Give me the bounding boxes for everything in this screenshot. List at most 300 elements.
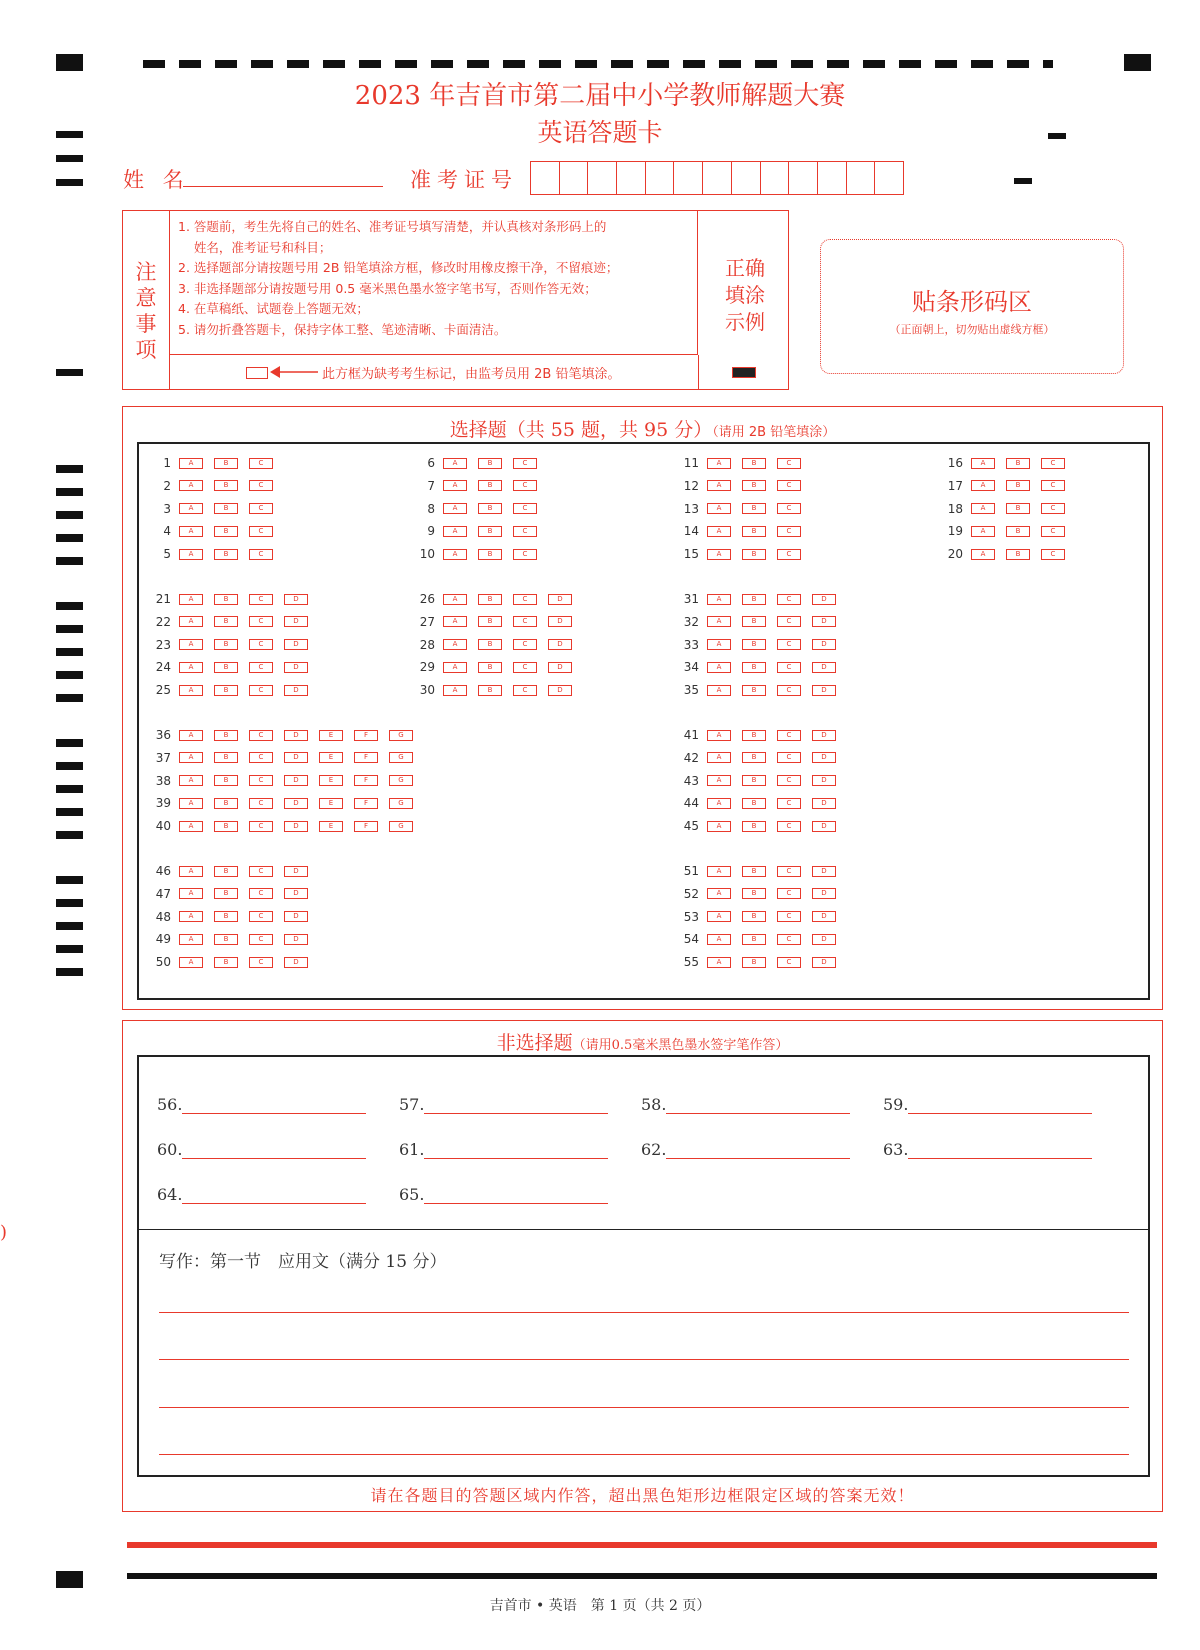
option-bubble-c[interactable]: C	[513, 480, 537, 491]
option-bubble-a[interactable]: A	[179, 866, 203, 877]
question-number: 39	[155, 796, 171, 811]
option-bubble-a[interactable]: A	[707, 888, 731, 899]
option-bubble-d[interactable]: D	[284, 821, 308, 832]
blank-answer-line[interactable]	[182, 1097, 366, 1114]
option-bubble-a[interactable]: A	[179, 616, 203, 627]
option-bubble-f[interactable]: F	[354, 775, 378, 786]
option-bubble-c[interactable]: C	[777, 798, 801, 809]
option-bubble-c[interactable]: C	[777, 957, 801, 968]
question-row	[667, 683, 847, 697]
timing-mark	[56, 922, 83, 930]
option-bubble-a[interactable]: A	[971, 458, 995, 469]
question-number: 8	[427, 501, 435, 516]
name-field[interactable]	[183, 166, 383, 187]
option-bubble-a[interactable]: A	[443, 480, 467, 491]
option-bubble-a[interactable]: A	[707, 911, 731, 922]
blank-answer-line[interactable]	[666, 1097, 850, 1114]
option-bubble-b[interactable]: B	[214, 821, 238, 832]
option-bubble-b[interactable]: B	[478, 549, 502, 560]
option-bubble-e[interactable]: E	[319, 798, 343, 809]
option-bubble-b[interactable]: B	[742, 866, 766, 877]
option-bubble-c[interactable]: C	[513, 458, 537, 469]
option-bubble-c[interactable]: C	[777, 775, 801, 786]
writing-line[interactable]	[159, 1407, 1129, 1408]
option-bubble-d[interactable]: D	[812, 957, 836, 968]
option-bubble-c[interactable]: C	[777, 866, 801, 877]
option-bubble-b[interactable]: B	[214, 752, 238, 763]
option-bubble-c[interactable]: C	[1041, 458, 1065, 469]
option-bubble-a[interactable]: A	[179, 821, 203, 832]
option-bubble-b[interactable]: B	[478, 480, 502, 491]
option-bubble-c[interactable]: C	[513, 616, 537, 627]
option-bubble-d[interactable]: D	[548, 662, 572, 673]
option-bubble-b[interactable]: B	[214, 934, 238, 945]
option-bubble-c[interactable]: C	[249, 526, 273, 537]
option-bubble-b[interactable]: B	[742, 798, 766, 809]
section-divider	[139, 1229, 1148, 1230]
notice-rule: 1. 答题前，考生先将自己的姓名、准考证号填写清楚，并认真核对条形码上的	[178, 219, 607, 234]
option-bubble-c[interactable]: C	[249, 957, 273, 968]
option-bubble-b[interactable]: B	[214, 957, 238, 968]
question-row	[931, 479, 1076, 493]
option-bubble-b[interactable]: B	[214, 866, 238, 877]
option-bubble-a[interactable]: A	[707, 503, 731, 514]
option-bubble-a[interactable]: A	[179, 934, 203, 945]
option-bubble-d[interactable]: D	[812, 639, 836, 650]
option-bubble-a[interactable]: A	[707, 730, 731, 741]
option-bubble-b[interactable]: B	[478, 526, 502, 537]
blank-answer-line[interactable]	[666, 1142, 850, 1159]
question-number: 31	[683, 592, 699, 606]
option-bubble-b[interactable]: B	[214, 616, 238, 627]
option-bubble-c[interactable]: C	[1041, 549, 1065, 560]
option-bubble-b[interactable]: B	[478, 458, 502, 469]
option-bubble-b[interactable]: B	[742, 730, 766, 741]
option-bubble-c[interactable]: C	[249, 458, 273, 469]
option-bubble-a[interactable]: A	[443, 549, 467, 560]
option-bubble-c[interactable]: C	[249, 594, 273, 605]
option-bubble-a[interactable]: A	[707, 866, 731, 877]
option-bubble-b[interactable]: B	[478, 662, 502, 673]
option-bubble-c[interactable]: C	[777, 821, 801, 832]
option-bubble-a[interactable]: A	[707, 934, 731, 945]
option-bubble-a[interactable]: A	[179, 526, 203, 537]
option-bubble-d[interactable]: D	[284, 866, 308, 877]
question-row	[931, 524, 1076, 538]
option-bubble-a[interactable]: A	[707, 957, 731, 968]
blank-answer-line[interactable]	[182, 1187, 366, 1204]
question-row	[667, 502, 812, 516]
question-number: 45	[683, 819, 699, 834]
option-bubble-a[interactable]: A	[707, 594, 731, 605]
option-bubble-a[interactable]: A	[179, 549, 203, 560]
question-row	[403, 547, 548, 561]
option-bubble-b[interactable]: B	[214, 549, 238, 560]
blank-answer-line[interactable]	[424, 1187, 608, 1204]
exam-id-digit-box[interactable]	[588, 162, 617, 194]
option-bubble-d[interactable]: D	[812, 821, 836, 832]
blank-number: 63.	[883, 1140, 909, 1159]
option-bubble-b[interactable]: B	[214, 458, 238, 469]
option-bubble-d[interactable]: D	[548, 639, 572, 650]
option-bubble-b[interactable]: B	[742, 594, 766, 605]
option-bubble-e[interactable]: E	[319, 752, 343, 763]
option-bubble-b[interactable]: B	[214, 639, 238, 650]
question-row	[139, 683, 319, 697]
option-bubble-c[interactable]: C	[249, 752, 273, 763]
option-bubble-b[interactable]: B	[742, 957, 766, 968]
nonchoice-title-row	[123, 1028, 1162, 1055]
option-bubble-c[interactable]: C	[249, 639, 273, 650]
option-bubble-c[interactable]: C	[249, 934, 273, 945]
option-bubble-b[interactable]: B	[742, 934, 766, 945]
blank-answer-line[interactable]	[908, 1142, 1092, 1159]
option-bubble-f[interactable]: F	[354, 752, 378, 763]
option-bubble-b[interactable]: B	[478, 503, 502, 514]
option-bubble-a[interactable]: A	[707, 616, 731, 627]
option-bubble-b[interactable]: B	[214, 730, 238, 741]
blank-answer-line[interactable]	[424, 1097, 608, 1114]
option-bubble-b[interactable]: B	[214, 685, 238, 696]
option-bubble-b[interactable]: B	[214, 662, 238, 673]
option-bubble-c[interactable]: C	[777, 911, 801, 922]
exam-id-digit-box[interactable]	[703, 162, 732, 194]
option-bubble-b[interactable]: B	[1006, 458, 1030, 469]
question-number: 33	[683, 637, 699, 652]
option-bubble-b[interactable]: B	[478, 685, 502, 696]
option-bubble-c[interactable]: C	[777, 752, 801, 763]
option-bubble-a[interactable]: A	[179, 458, 203, 469]
question-row	[139, 592, 319, 606]
option-bubble-a[interactable]: A	[443, 616, 467, 627]
question-row	[667, 592, 847, 606]
question-number: 14	[683, 524, 699, 539]
exam-id-digit-box[interactable]	[732, 162, 761, 194]
option-bubble-b[interactable]: B	[214, 503, 238, 514]
option-bubble-c[interactable]: C	[1041, 480, 1065, 491]
option-bubble-b[interactable]: B	[214, 480, 238, 491]
option-bubble-d[interactable]: D	[812, 616, 836, 627]
option-bubble-a[interactable]: A	[443, 685, 467, 696]
fill-blank	[157, 1185, 366, 1204]
option-bubble-b[interactable]: B	[214, 798, 238, 809]
option-bubble-a[interactable]: A	[179, 911, 203, 922]
question-number: 50	[155, 955, 171, 970]
option-bubble-b[interactable]: B	[214, 911, 238, 922]
blank-answer-line[interactable]	[424, 1142, 608, 1159]
option-bubble-d[interactable]: D	[284, 730, 308, 741]
option-bubble-g[interactable]: G	[389, 730, 413, 741]
option-bubble-d[interactable]: D	[812, 934, 836, 945]
option-bubble-c[interactable]: C	[777, 934, 801, 945]
option-bubble-g[interactable]: G	[389, 821, 413, 832]
timing-mark	[56, 534, 83, 542]
option-bubble-a[interactable]: A	[707, 662, 731, 673]
option-bubble-e[interactable]: E	[319, 821, 343, 832]
option-bubble-a[interactable]: A	[179, 639, 203, 650]
exam-id-digit-box[interactable]	[674, 162, 703, 194]
question-number: 42	[683, 750, 699, 765]
option-bubble-b[interactable]: B	[214, 594, 238, 605]
option-bubble-c[interactable]: C	[513, 503, 537, 514]
option-bubble-b[interactable]: B	[742, 639, 766, 650]
option-bubble-d[interactable]: D	[812, 888, 836, 899]
option-bubble-a[interactable]: A	[971, 549, 995, 560]
option-bubble-b[interactable]: B	[1006, 503, 1030, 514]
question-number: 26	[419, 592, 435, 606]
option-bubble-c[interactable]: C	[777, 730, 801, 741]
option-bubble-c[interactable]: C	[1041, 503, 1065, 514]
option-bubble-c[interactable]: C	[777, 480, 801, 491]
option-bubble-d[interactable]: D	[548, 685, 572, 696]
option-bubble-d[interactable]: D	[284, 957, 308, 968]
option-bubble-c[interactable]: C	[249, 730, 273, 741]
notice-rule: 2. 选择题部分请按题号用 2B 铅笔填涂方框，修改时用橡皮擦干净，不留痕迹；	[178, 260, 619, 275]
option-bubble-a[interactable]: A	[443, 503, 467, 514]
option-bubble-a[interactable]: A	[443, 662, 467, 673]
timing-mark	[56, 648, 83, 656]
exam-id-digit-box[interactable]	[818, 162, 847, 194]
option-bubble-c[interactable]: C	[777, 662, 801, 673]
option-bubble-d[interactable]: D	[284, 639, 308, 650]
exam-id-boxes[interactable]	[530, 161, 904, 195]
option-bubble-a[interactable]: A	[443, 594, 467, 605]
option-bubble-b[interactable]: B	[742, 549, 766, 560]
option-bubble-d[interactable]: D	[812, 866, 836, 877]
option-bubble-g[interactable]: G	[389, 775, 413, 786]
choice-grid	[137, 442, 1150, 1000]
question-number: 5	[163, 547, 171, 562]
question-number: 38	[155, 773, 171, 788]
option-bubble-a[interactable]: A	[707, 798, 731, 809]
question-row	[139, 819, 424, 833]
option-bubble-c[interactable]: C	[513, 639, 537, 650]
option-bubble-b[interactable]: B	[742, 821, 766, 832]
option-bubble-b[interactable]: B	[742, 662, 766, 673]
blank-number: 58.	[641, 1095, 667, 1114]
question-number: 25	[155, 683, 171, 698]
blank-answer-line[interactable]	[908, 1097, 1092, 1114]
exam-id-digit-box[interactable]	[875, 162, 903, 194]
option-bubble-a[interactable]: A	[443, 458, 467, 469]
option-bubble-d[interactable]: D	[812, 775, 836, 786]
timing-mark	[56, 945, 83, 953]
option-bubble-c[interactable]: C	[513, 549, 537, 560]
option-bubble-c[interactable]: C	[513, 662, 537, 673]
question-number: 40	[155, 819, 171, 834]
question-row	[139, 479, 284, 493]
option-bubble-b[interactable]: B	[742, 911, 766, 922]
option-bubble-c[interactable]: C	[777, 594, 801, 605]
option-bubble-d[interactable]: D	[812, 594, 836, 605]
option-bubble-b[interactable]: B	[742, 458, 766, 469]
option-bubble-a[interactable]: A	[707, 775, 731, 786]
option-bubble-e[interactable]: E	[319, 775, 343, 786]
option-bubble-c[interactable]: C	[249, 821, 273, 832]
footer-page-info: 吉首市 • 英语 第 1 页（共 2 页）	[489, 1598, 711, 1614]
option-bubble-b[interactable]: B	[214, 888, 238, 899]
option-bubble-b[interactable]: B	[1006, 480, 1030, 491]
option-bubble-c[interactable]: C	[249, 480, 273, 491]
option-bubble-f[interactable]: F	[354, 821, 378, 832]
option-bubble-c[interactable]: C	[249, 911, 273, 922]
exam-id-digit-box[interactable]	[761, 162, 790, 194]
option-bubble-b[interactable]: B	[742, 752, 766, 763]
option-bubble-c[interactable]: C	[777, 616, 801, 627]
option-bubble-d[interactable]: D	[284, 752, 308, 763]
option-bubble-a[interactable]: A	[179, 752, 203, 763]
question-number: 46	[155, 864, 171, 878]
option-bubble-a[interactable]: A	[179, 662, 203, 673]
option-bubble-a[interactable]: A	[443, 526, 467, 537]
option-bubble-a[interactable]: A	[443, 639, 467, 650]
question-row	[667, 819, 847, 833]
option-bubble-b[interactable]: B	[742, 526, 766, 537]
option-bubble-a[interactable]: A	[707, 458, 731, 469]
option-bubble-a[interactable]: A	[179, 775, 203, 786]
option-bubble-d[interactable]: D	[284, 798, 308, 809]
option-bubble-b[interactable]: B	[742, 685, 766, 696]
option-bubble-c[interactable]: C	[249, 798, 273, 809]
option-bubble-d[interactable]: D	[284, 594, 308, 605]
question-row	[667, 751, 847, 765]
option-bubble-g[interactable]: G	[389, 798, 413, 809]
option-bubble-a[interactable]: A	[179, 888, 203, 899]
option-bubble-a[interactable]: A	[971, 526, 995, 537]
option-bubble-a[interactable]: A	[707, 549, 731, 560]
option-bubble-d[interactable]: D	[812, 752, 836, 763]
option-bubble-a[interactable]: A	[179, 480, 203, 491]
nonchoice-title: 非选择题	[496, 1032, 573, 1054]
option-bubble-b[interactable]: B	[478, 639, 502, 650]
option-bubble-c[interactable]: C	[249, 888, 273, 899]
question-row	[667, 638, 847, 652]
question-number: 44	[683, 796, 699, 811]
fill-example	[699, 211, 788, 389]
exam-id-digit-box[interactable]	[560, 162, 589, 194]
option-bubble-a[interactable]: A	[707, 639, 731, 650]
option-bubble-b[interactable]: B	[1006, 526, 1030, 537]
option-bubble-d[interactable]: D	[284, 662, 308, 673]
writing-line[interactable]	[159, 1359, 1129, 1360]
exam-id-digit-box[interactable]	[617, 162, 646, 194]
option-bubble-a[interactable]: A	[707, 685, 731, 696]
option-bubble-a[interactable]: A	[707, 526, 731, 537]
option-bubble-b[interactable]: B	[478, 594, 502, 605]
option-bubble-b[interactable]: B	[214, 775, 238, 786]
writing-line[interactable]	[159, 1454, 1129, 1455]
exam-id-digit-box[interactable]	[646, 162, 675, 194]
question-row	[139, 615, 319, 629]
option-bubble-d[interactable]: D	[284, 888, 308, 899]
option-bubble-d[interactable]: D	[548, 594, 572, 605]
option-bubble-c[interactable]: C	[777, 639, 801, 650]
option-bubble-c[interactable]: C	[513, 594, 537, 605]
option-bubble-c[interactable]: C	[249, 866, 273, 877]
option-bubble-d[interactable]: D	[812, 662, 836, 673]
question-row	[403, 638, 583, 652]
question-number: 43	[683, 773, 699, 788]
option-bubble-e[interactable]: E	[319, 730, 343, 741]
option-bubble-c[interactable]: C	[777, 549, 801, 560]
option-bubble-d[interactable]: D	[284, 616, 308, 627]
fill-example-label: 正确填涂示例	[725, 256, 765, 334]
fill-blank	[883, 1140, 1092, 1159]
option-bubble-b[interactable]: B	[742, 503, 766, 514]
option-bubble-c[interactable]: C	[777, 458, 801, 469]
option-bubble-b[interactable]: B	[478, 616, 502, 627]
option-bubble-d[interactable]: D	[812, 798, 836, 809]
option-bubble-a[interactable]: A	[707, 821, 731, 832]
option-bubble-b[interactable]: B	[742, 480, 766, 491]
option-bubble-f[interactable]: F	[354, 798, 378, 809]
option-bubble-f[interactable]: F	[354, 730, 378, 741]
blank-number: 61.	[399, 1140, 425, 1159]
option-bubble-a[interactable]: A	[971, 503, 995, 514]
option-bubble-d[interactable]: D	[812, 911, 836, 922]
option-bubble-c[interactable]: C	[513, 685, 537, 696]
option-bubble-a[interactable]: A	[971, 480, 995, 491]
option-bubble-d[interactable]: D	[812, 730, 836, 741]
question-row	[139, 910, 319, 924]
absent-checkbox[interactable]	[246, 367, 268, 379]
option-bubble-c[interactable]: C	[777, 526, 801, 537]
option-bubble-a[interactable]: A	[179, 957, 203, 968]
question-number: 11	[683, 456, 699, 470]
option-bubble-c[interactable]: C	[513, 526, 537, 537]
option-bubble-c[interactable]: C	[777, 503, 801, 514]
option-bubble-a[interactable]: A	[179, 594, 203, 605]
option-bubble-b[interactable]: B	[214, 526, 238, 537]
option-bubble-c[interactable]: C	[249, 503, 273, 514]
option-bubble-d[interactable]: D	[548, 616, 572, 627]
exam-id-digit-box[interactable]	[531, 162, 560, 194]
option-bubble-c[interactable]: C	[777, 685, 801, 696]
option-bubble-c[interactable]: C	[1041, 526, 1065, 537]
option-bubble-a[interactable]: A	[707, 480, 731, 491]
option-bubble-d[interactable]: D	[284, 911, 308, 922]
question-row	[139, 638, 319, 652]
option-bubble-d[interactable]: D	[284, 934, 308, 945]
option-bubble-c[interactable]: C	[249, 549, 273, 560]
option-bubble-c[interactable]: C	[249, 662, 273, 673]
option-bubble-c[interactable]: C	[249, 616, 273, 627]
option-bubble-g[interactable]: G	[389, 752, 413, 763]
option-bubble-c[interactable]: C	[249, 685, 273, 696]
option-bubble-d[interactable]: D	[284, 775, 308, 786]
option-bubble-a[interactable]: A	[179, 685, 203, 696]
option-bubble-a[interactable]: A	[179, 798, 203, 809]
question-number: 23	[155, 637, 171, 652]
option-bubble-b[interactable]: B	[742, 888, 766, 899]
option-bubble-c[interactable]: C	[777, 888, 801, 899]
option-bubble-c[interactable]: C	[249, 775, 273, 786]
option-bubble-b[interactable]: B	[1006, 549, 1030, 560]
option-bubble-a[interactable]: A	[179, 503, 203, 514]
writing-line[interactable]	[159, 1312, 1129, 1313]
option-bubble-b[interactable]: B	[742, 616, 766, 627]
question-row	[403, 615, 583, 629]
option-bubble-a[interactable]: A	[707, 752, 731, 763]
option-bubble-d[interactable]: D	[812, 685, 836, 696]
blank-answer-line[interactable]	[182, 1142, 366, 1159]
option-bubble-a[interactable]: A	[179, 730, 203, 741]
option-bubble-d[interactable]: D	[284, 685, 308, 696]
exam-id-digit-box[interactable]	[847, 162, 876, 194]
blank-number: 59.	[883, 1095, 909, 1114]
option-bubble-b[interactable]: B	[742, 775, 766, 786]
exam-id-digit-box[interactable]	[789, 162, 818, 194]
